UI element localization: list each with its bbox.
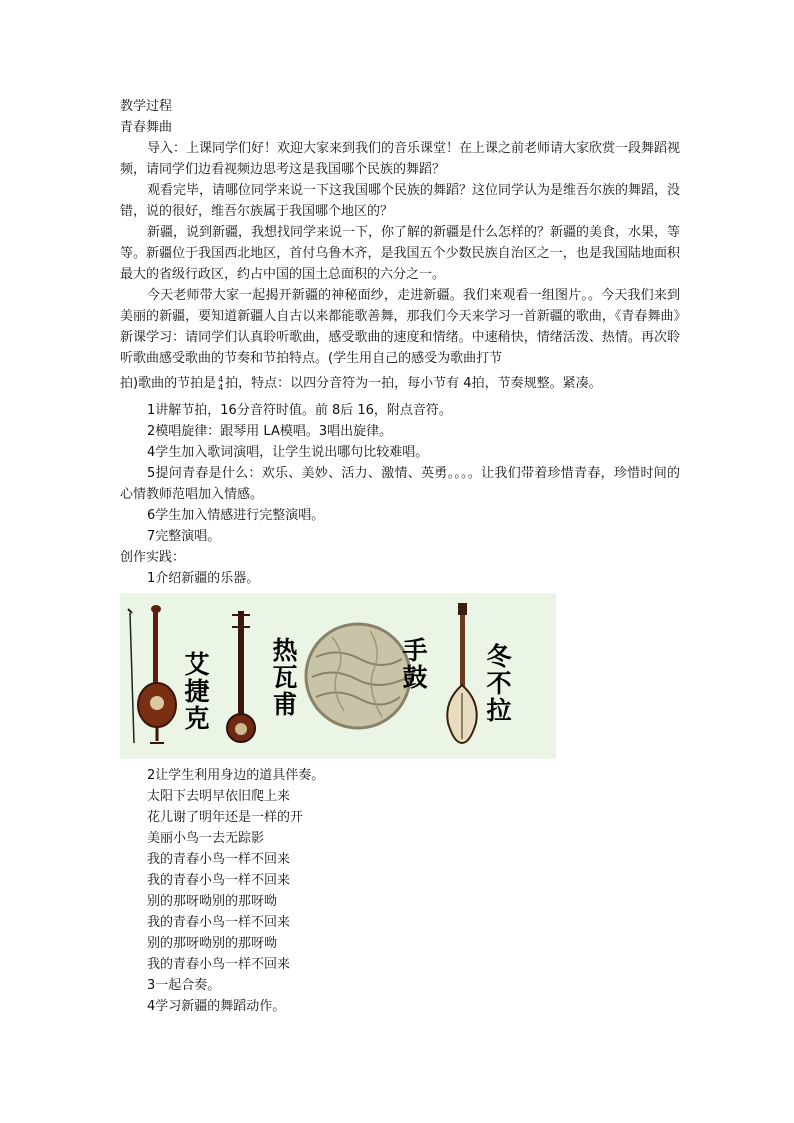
song-title: 青春舞曲	[120, 120, 173, 135]
step-7: 7完整演唱。	[147, 529, 221, 544]
section-heading: 教学过程	[120, 99, 173, 114]
lyric-line: 别的那呀呦别的那呀呦	[147, 894, 278, 909]
meter-line-after: 拍，特点：以四分音符为一拍，每小节有 4拍，节奏规整。紧凑。	[225, 376, 602, 391]
instruments-figure	[120, 593, 556, 759]
practice-step-1: 1介绍新疆的乐器。	[147, 571, 260, 586]
practice-step-2: 2让学生利用身边的道具伴奏。	[147, 768, 325, 783]
rewapu-label: 热瓦甫	[272, 636, 298, 719]
step-6: 6学生加入情感进行完整演唱。	[147, 508, 325, 523]
paragraph-xinjiang: 新疆，说到新疆，我想找同学来说一下，你了解的新疆是什么怎样的？新疆的美食，水果，等等。新疆位于我国西北地区，首付乌鲁木齐，是我国五个少数民族自治区之一，也是我国陆地面积最大的省级行政区，约占中国的国土总面积的六分之一。	[120, 225, 681, 282]
lyrics-block	[120, 786, 680, 975]
lyric-line: 我的青春小鸟一样不回来	[147, 957, 291, 972]
lyric-line: 我的青春小鸟一样不回来	[147, 915, 291, 930]
aijieke-label: 艾捷克	[184, 650, 210, 733]
meter-line-before: 拍)歌曲的节拍是	[120, 376, 217, 391]
time-signature-numerator: 4	[218, 374, 224, 384]
time-signature	[218, 376, 223, 392]
aijieke-image	[128, 605, 176, 743]
paragraph-ethnic-group: 观看完毕，请哪位同学来说一下这我国哪个民族的舞蹈？这位同学认为是维吾尔族的舞蹈，没错，说的很好，维吾尔族属于我国哪个地区的？	[120, 183, 681, 219]
practice-step-3: 3一起合奏。	[147, 978, 221, 993]
rewapu-image	[227, 611, 255, 742]
lyric-line: 别的那呀呦别的那呀呦	[147, 936, 278, 951]
shougu-label: 手鼓	[402, 636, 428, 692]
practice-step-4: 4学习新疆的舞蹈动作。	[147, 999, 286, 1014]
lyric-line: 太阳下去明早依旧爬上来	[147, 789, 291, 804]
document-page	[120, 96, 680, 1017]
dongbula-label: 冬不拉	[486, 642, 512, 725]
shougu-image	[306, 624, 410, 728]
lyric-line: 我的青春小鸟一样不回来	[147, 852, 291, 867]
paragraph-intro: 导入：上课同学们好！欢迎大家来到我们的音乐课堂！在上课之前老师请大家欣赏一段舞蹈视频，请同学们边看视频边思考这是我国哪个民族的舞蹈？	[120, 141, 681, 177]
step-5: 5提问青春是什么：欢乐、美妙、活力、激情、英勇。。。。让我们带着珍惜青春，珍惜时间的心情教师范唱加入情感。	[120, 466, 680, 502]
time-signature-denominator: 4	[218, 382, 224, 392]
step-1: 1讲解节拍，16分音符时值。前 8后 16，附点音符。	[147, 403, 452, 418]
dongbula-image	[447, 603, 476, 743]
lyric-line: 花儿谢了明年还是一样的开	[147, 810, 304, 825]
meter-line	[120, 373, 680, 394]
lyric-line: 美丽小鸟一去无踪影	[147, 831, 265, 846]
lyric-line: 我的青春小鸟一样不回来	[147, 873, 291, 888]
step-2: 2模唱旋律：跟琴用 LA模唱。3唱出旋律。	[147, 424, 393, 439]
paragraph-new-lesson: 今天老师带大家一起揭开新疆的神秘面纱，走进新疆。我们来观看一组图片。。今天我们来到美丽的新疆，要知道新疆人自古以来都能歌善舞，那我们今天来学习一首新疆的歌曲，《青春舞曲》新课学习：请同学们认真聆听歌曲，感受歌曲的速度和情绪。中速稍快，情绪活泼、热情。再次聆听歌曲感受歌曲的节奏和节拍特点。(学生用自己的感受为歌曲打节	[120, 288, 680, 366]
step-4: 4学生加入歌词演唱，让学生说出哪句比较难唱。	[147, 445, 429, 460]
practice-heading: 创作实践：	[120, 550, 186, 565]
